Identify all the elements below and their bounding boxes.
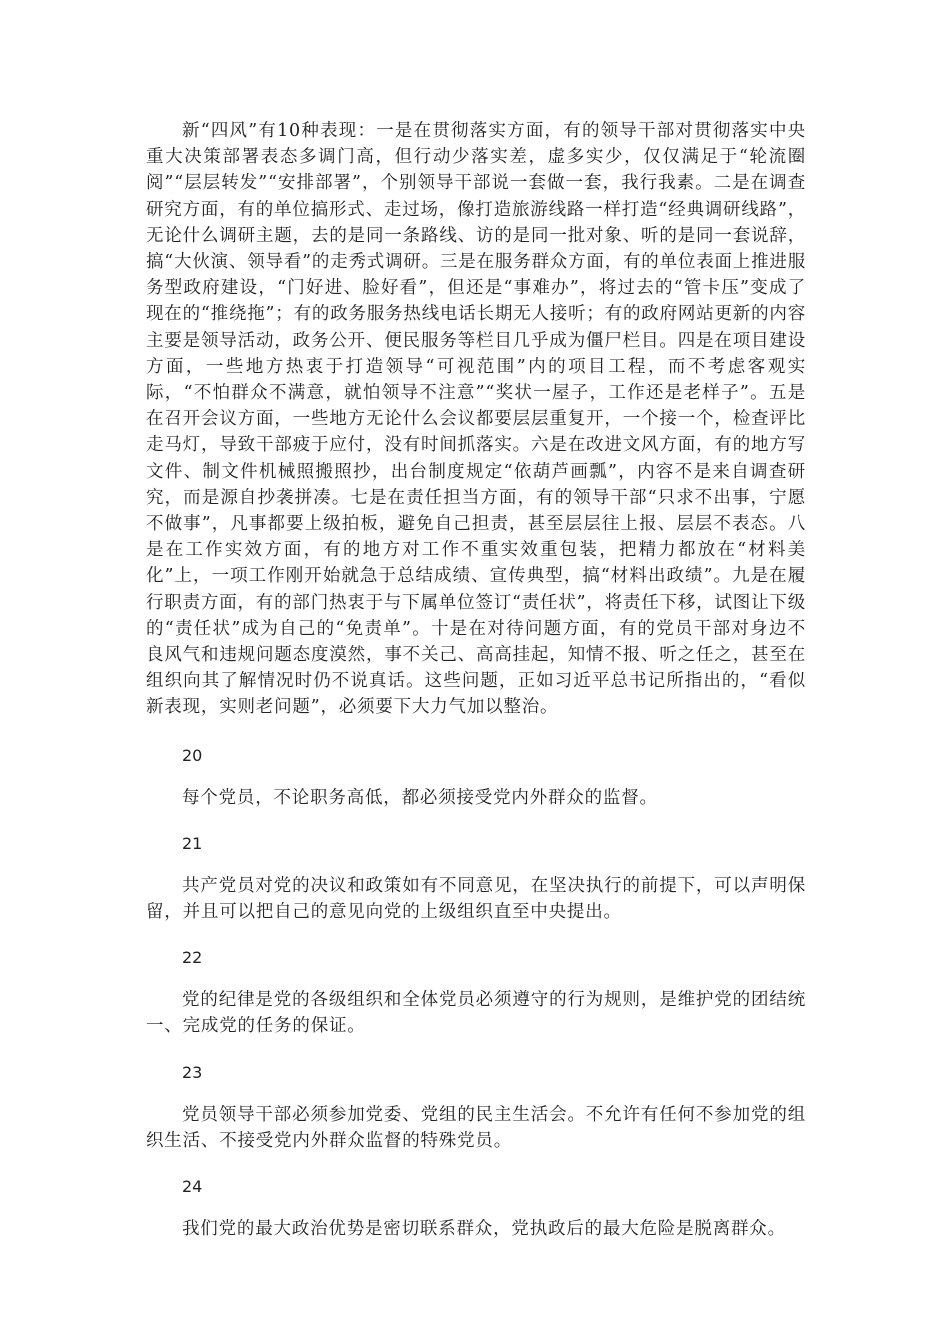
item-text: 每个党员，不论职务高低，都必须接受党内外群众的监督。	[182, 787, 658, 808]
item-number: 21	[182, 833, 203, 853]
item-text: 党员领导干部必须参加党委、党组的民主生活会。不允许有任何不参加党的组织生活、不接受党内外群众监督的特殊党员。	[146, 1104, 806, 1151]
item-number: 23	[182, 1062, 203, 1082]
paragraph-four-winds: 新“四风”有10种表现：一是在贯彻落实方面，有的领导干部对贯彻落实中央重大决策部署表态多调门高，但行动少落实差，虚多实少，仅仅满足于“轮流圈阅”“层层转发”“安排部署”，个别领导干部说一套做一套，我行我素。二是在调查研究方面，有的单位搞形式、走过场，像打造旅游线路一样打造“经典调研线路”，无论什么调研主题，去的是同一条路线、访的是同一批对象、听的是同一套说辞，搞“大伙演、领导看”的走秀式调研。三是在服务群众方面，有的单位表面上推进服务型政府建设，“门好进、脸好看”，但还是“事难办”，将过去的“管卡压”变成了现在的“推绕拖”；有的政务服务热线电话长期无人接听；有的政府网站更新的内容主要是领导活动，政务公开、便民服务等栏目几乎成为僵尸栏目。四是在项目建设方面，一些地方热衷于打造领导“可视范围”内的项目工程，而不考虑客观实际，“不怕群众不满意，就怕领导不注意”“奖状一屋子，工作还是老样子”。五是在召开会议方面，一些地方无论什么会议都要层层重复开，一个接一个，检查评比走马灯，导致干部疲于应付，没有时间抓落实。六是在改进文风方面，有的地方写文件、制文件机械照搬照抄，出台制度规定“依葫芦画瓢”，内容不是来自调查研究，而是源自抄袭拼凑。七是在责任担当方面，有的领导干部“只求不出事，宁愿不做事”，凡事都要上级拍板，避免自己担责，甚至层层往上报、层层不表态。八是在工作实效方面，有的地方对工作不重实效重包装，把精力都放在“材料美化”上，一项工作刚开始就急于总结成绩、宣传典型，搞“材料出政绩”。九是在履行职责方面，有的部门热衷于与下属单位签订“责任状”，将责任下移，试图让下级的“责任状”成为自己的“免责单”。十是在对待问题方面，有的党员干部对身边不良风气和违规问题态度漠然，事不关己、高高挂起，知情不报、听之任之，甚至在组织向其了解情况时仍不说真话。这些问题，正如习近平总书记所指出的，“看似新表现，实则老问题”，必须要下大力气加以整治。	[146, 121, 806, 718]
item-number: 20	[182, 745, 203, 765]
item-number: 22	[182, 948, 203, 968]
item-text: 我们党的最大政治优势是密切联系群众，党执政后的最大危险是脱离群众。	[182, 1219, 786, 1240]
document-body	[146, 118, 806, 1264]
item-text: 共产党员对党的决议和政策如有不同意见，在坚决执行的前提下，可以声明保留，并且可以把自己的意见向党的上级组织直至中央提出。	[146, 875, 806, 923]
item-text: 党的纪律是党的各级组织和全体党员必须遵守的行为规则，是维护党的团结统一、完成党的任务的保证。	[146, 990, 806, 1037]
item-number: 24	[182, 1177, 203, 1197]
